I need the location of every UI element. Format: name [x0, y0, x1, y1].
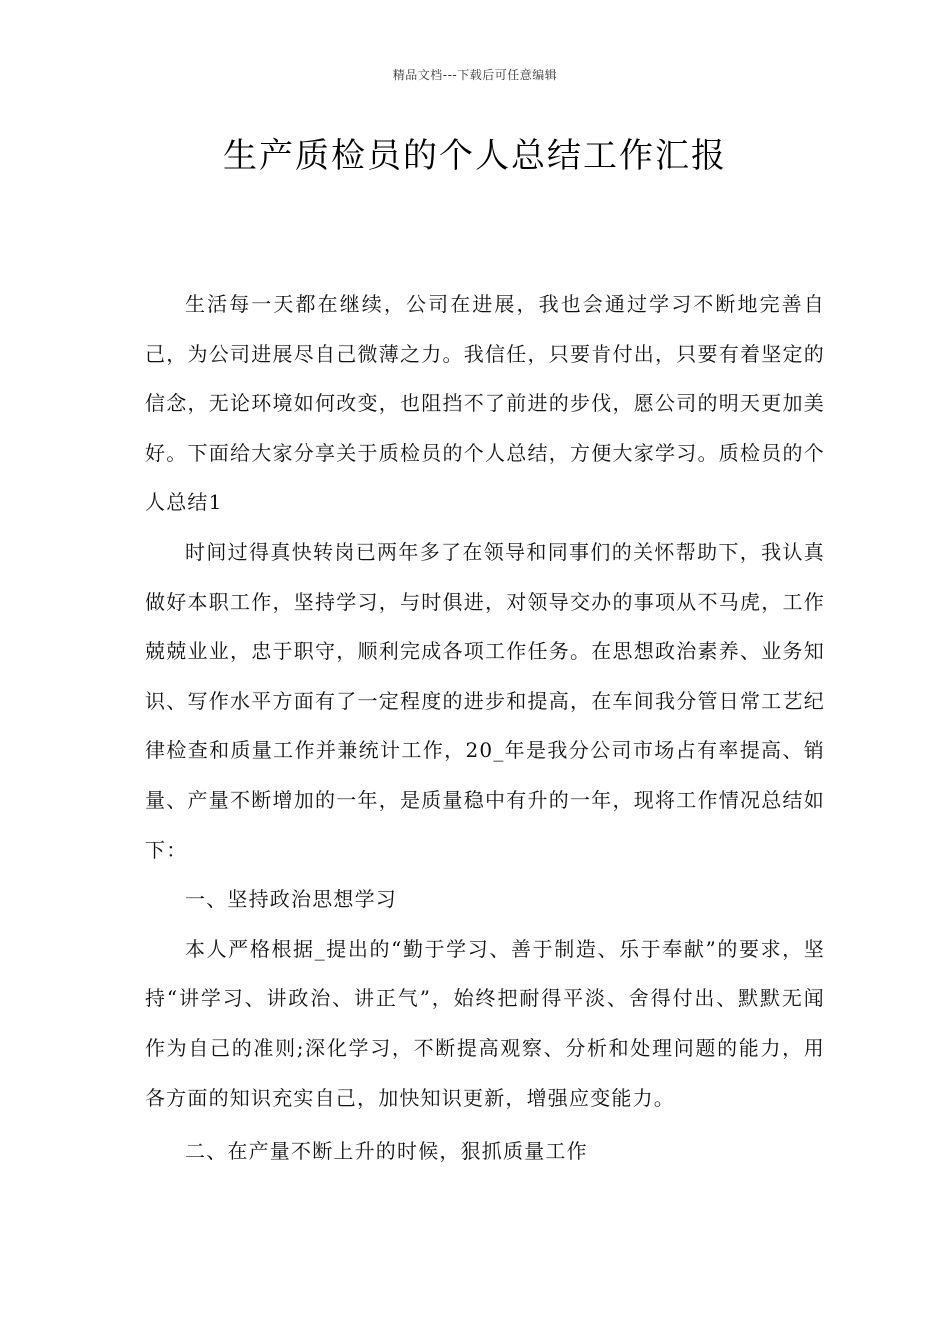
- document-body: [145, 280, 825, 1177]
- header-note: 精品文档---下载后可任意编辑: [392, 68, 558, 82]
- paragraph-summary-1: 时间过得真快转岗已两年多了在领导和同事们的关怀帮助下，我认真做好本职工作，坚持学习，与时俱进，对领导交办的事项从不马虎，工作兢兢业业，忠于职守，顺利完成各项工作任务。在思想政治素养、业务知识、写作水平方面有了一定程度的进步和提高，在车间我分管日常工艺纪律检查和质量工作并兼统计工作，20_年是我分公司市场占有率提高、销量、产量不断增加的一年，是质量稳中有升的一年，现将工作情况总结如下：: [145, 539, 825, 862]
- paragraph-section-1: 本人严格根据_提出的“勤于学习、善于制造、乐于奉献”的要求，坚持“讲学习、讲政治、讲正气”，始终把耐得平淡、舍得付出、默默无闻作为自己的准则;深化学习，不断提高观察、分析和处理问题的能力，用各方面的知识充实自己，加快知识更新，增强应变能力。: [145, 936, 825, 1110]
- document-title: 生产质检员的个人总结工作汇报: [223, 136, 727, 176]
- paragraph-intro: 生活每一天都在继续，公司在进展，我也会通过学习不断地完善自己，为公司进展尽自己微薄之力。我信任，只要肯付出，只要有着坚定的信念，无论环境如何改变，也阻挡不了前进的步伐，愿公司的明天更加美好。下面给大家分享关于质检员的个人总结，方便大家学习。质检员的个人总结1: [145, 292, 825, 515]
- section-heading-1: 一、坚持政治思想学习: [185, 887, 397, 912]
- section-heading-2: 二、在产量不断上升的时候，狠抓质量工作: [185, 1139, 588, 1164]
